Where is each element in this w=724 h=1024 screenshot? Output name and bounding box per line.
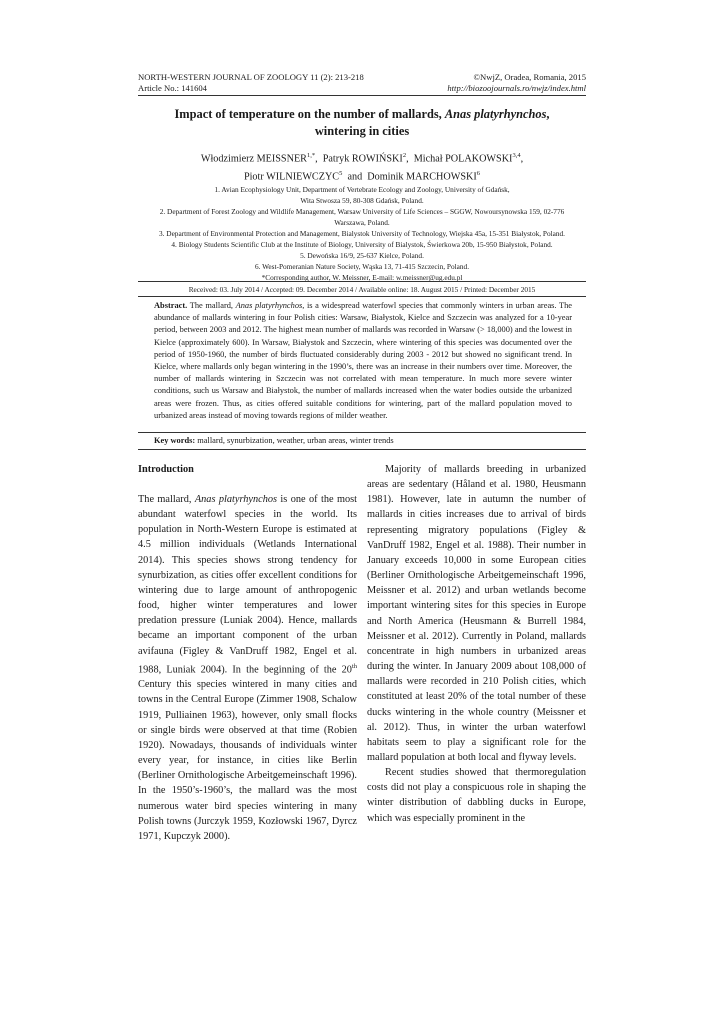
keywords xyxy=(154,436,572,445)
publication-dates: Received: 03. July 2014 / Accepted: 09. December 2014 / Available online: 18. August 2015 / Printed: December 2015 xyxy=(188,285,536,294)
dates-divider-bottom xyxy=(138,296,586,297)
author-name: Piotr WILNIEWCZYC xyxy=(243,171,340,183)
author-name: Patryk ROWIŃSKI xyxy=(322,153,403,165)
affiliation-line: 6. West-Pomeranian Nature Society, Wąska 13, 71-415 Szczecin, Poland. xyxy=(254,262,470,271)
abstract-species: Anas platyrhynchos xyxy=(235,301,303,310)
body-text: Century this species wintered in many cities and towns in the Central Europe (Zimmer 1908, Schalow 1919, Pulliainen 1963), however, only small flocks or single birds were observed at that time (Robien 1920). Nowadays, thousands of individuals winter every year, for instance, in cities like Berlin (Berliner Ornithologische Arbeitgemeinschaft 1996). In the 1950’s-1960’s, the mallard was the most numerous water bird species wintering in many Polish towns (Jurczyk 1959, Kozłowski 1967, Dyrcz 1971, Kupczyk 2000). xyxy=(138,679,357,842)
authors-line-1: Włodzimierz $MEISSNER^{1,*}$, Patryk ROWIŃSKI$^2$, Michał POLAKOWSKI$^{3,4}$, xyxy=(200,152,524,165)
author-affil-mark: 3,4 xyxy=(512,152,521,159)
body-text: The mallard, xyxy=(138,494,195,505)
article-title xyxy=(138,106,586,140)
affiliation-line: 1. Avian Ecophysiology Unit, Department of Vertebrate Ecology and Zoology, University of Gdańsk, xyxy=(214,185,510,194)
keywords-divider-bottom xyxy=(138,449,586,450)
copyright-notice: ©NwjZ, Oradea, Romania, 2015 xyxy=(473,72,586,82)
body-species: Anas platyrhynchos xyxy=(194,494,278,505)
author-affil-mark: 6 xyxy=(476,170,481,178)
body-text: is one of the most abundant waterfowl species in the world. Its population in North-Western Europe is estimated at 4.5 million individuals (Wetlands International 2014). This species shows strong tendency for synurbization, as cities offer excellent conditions for wintering due to large amount of anthropogenic food, higher winter temperatures and lower predation pressure (Luniak 2004). Hence, mallards became an important component of the urban avifauna (Figley & VanDruff 1982, Engel et al. 1988, Luniak 2004). In the beginning of the 20 xyxy=(138,494,357,676)
journal-url[interactable]: http://biozoojournals.ro/nwjz/index.html xyxy=(447,83,586,93)
affiliations xyxy=(118,184,606,283)
affiliation-line: 4. Biology Students Scientific Club at the Institute of Biology, University of Bialystok, Świerkowa 20b, 15-950 Białystok, Poland. xyxy=(171,240,553,249)
author-list xyxy=(138,148,586,185)
abstract xyxy=(154,300,572,422)
title-text: Impact of temperature on the number of mallards, xyxy=(174,107,445,121)
article-number: Article No.: 141604 xyxy=(138,83,207,93)
affiliation-line: Wita Stwosza 59, 80-308 Gdańsk, Poland. xyxy=(300,196,424,205)
keywords-label: Key words: xyxy=(154,436,196,445)
corresponding-author: *Corresponding author, W. Meissner, E-mail: w.meissner@ug.edu.pl xyxy=(261,273,463,282)
abstract-text: , is a widespread waterfowl species that commonly winters in urban areas. The abundance of mallards wintering in four Polish cities: Warsaw, Białystok, Kielce and Szczecin was analyzed for a 10-year period, between 2003 and 2012. The highest mean number of mallards was recorded in Warsaw (> 18,000) and the lowest in Kielce (approximately 600). In Warsaw, Białystok and Szczecin, where wintering of this species was documented over the period of 1950-1960, the number of birds fluctuated considerably during 2003 - 2012 but showed no significant trend. In Kielce, where mallards only began wintering in the 1990’s, there was an increase in their numbers over time. Moreover, the number of mallards wintering in Szczecin was not correlated with mean temperature. In much more severe winter conditions, such us Warsaw and Białystok, the number of mallards increased when the water bodies outside the urbanized areas were frozen. Thus, as cities offered suitable conditions for wintering, part of the mallard population moved to urbanized areas instead of moving towards regions of milder weather. xyxy=(154,301,572,420)
body-column-right xyxy=(367,462,586,826)
author-name: Michał POLAKOWSKI xyxy=(413,153,513,165)
journal-header-left xyxy=(138,72,364,94)
abstract-text: The mallard, xyxy=(187,301,236,310)
title-species: Anas platyrhynchos xyxy=(444,107,547,121)
affiliation-line: 2. Department of Forest Zoology and Wildlife Management, Warsaw University of Life Sciences – SGGW, Nowoursynowska 159, 02-776 xyxy=(159,207,565,216)
body-paragraph: Majority of mallards breeding in urbanized areas are sedentary (Håland et al. 1980, Heusmann 1981). However, late in autumn the number of mallards in cities increases due to arrival of birds representing migratory populations (Figley & VanDruff 1982, Engel et al. 1988). Their number in January exceeds 10,000 in some European cities (Berliner Ornithologische Arbeitgemeinschaft 1996, Meissner et al. 2012) and urban wetlands become important wintering sites for this species in Europe and North America (Heusmann & Burrell 1984, Meissner et al. 2012). Currently in Poland, mallards concentrate in high numbers in urbanized areas during the winter. In January 2009 about 108,000 of mallards were recorded in 210 Polish cities, which constituted at least 20% of the total number of these ducks wintering in the whole country (Meissner et al. 2012). Thus, in winter the urban waterfowl habitats seem to play a significant role for the mallard population at both local and flyway levels. xyxy=(367,464,586,763)
author-affil-mark: 1,* xyxy=(306,152,316,159)
author-conjunction: and xyxy=(347,171,363,183)
affiliation-line: 3. Department of Environmental Protection and Management, Bialystok University of Technology, Wiejska 45a, 15-351 Białystok, Poland. xyxy=(159,229,565,238)
affiliation-line: Warszawa, Poland. xyxy=(334,218,390,227)
section-heading: Introduction xyxy=(138,464,194,475)
authors-line-2 xyxy=(138,166,586,184)
affiliation-line: 5. Dewońska 16/9, 25-637 Kielce, Poland. xyxy=(300,251,424,260)
ordinal-suffix: th xyxy=(351,662,357,670)
body-paragraph xyxy=(138,492,357,844)
author-affil-mark: 5 xyxy=(339,170,343,178)
keywords-text: mallard, synurbization, weather, urban areas, winter trends xyxy=(195,436,394,445)
title-punct: , xyxy=(546,107,550,121)
journal-name: NORTH-WESTERN JOURNAL OF ZOOLOGY 11 (2): 213-218 xyxy=(138,72,364,82)
dates-divider-top xyxy=(138,281,586,282)
author-name: Dominik MARCHOWSKI xyxy=(367,171,477,183)
author-affil-mark: 2 xyxy=(402,152,407,159)
journal-header-right xyxy=(447,72,586,94)
body-paragraph: Recent studies showed that thermoregulation costs did not play a conspicuous role in shaping the winter distribution of dabbling ducks in Europe, which was especially prominent in the xyxy=(367,767,586,824)
abstract-label: Abstract. xyxy=(154,301,188,310)
keywords-divider-top xyxy=(138,432,586,433)
body-column-left xyxy=(138,462,357,844)
header-divider xyxy=(138,95,586,96)
title-line-2: wintering in cities xyxy=(314,124,410,138)
author-name: Włodzimierz MEISSNER xyxy=(200,153,307,165)
